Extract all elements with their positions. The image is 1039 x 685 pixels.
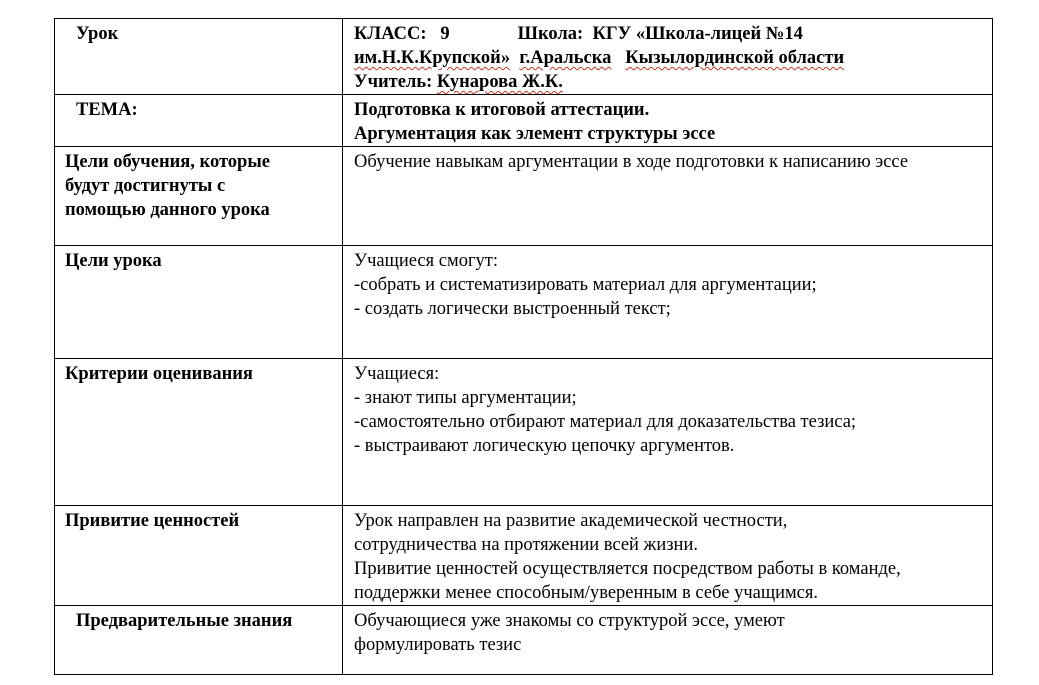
row-content-cell — [343, 246, 993, 359]
values-line-1: Урок направлен на развитие академической честности, — [354, 511, 788, 531]
row-label-topic: ТЕМА: — [76, 100, 138, 120]
teacher-name: Кунарова Ж.К. — [436, 72, 563, 92]
table-row — [55, 147, 993, 246]
criteria-line-4: - выстраивают логическую цепочку аргументов. — [354, 436, 735, 456]
lesson-goals-line-2: -собрать и систематизировать материал для аргументации; — [354, 275, 817, 295]
row-content-cell — [343, 147, 993, 246]
class-value: 9 — [440, 24, 450, 44]
school-address-line — [354, 46, 982, 70]
row-content-cell — [343, 606, 993, 675]
prior-knowledge-line-2: формулировать тезис — [354, 635, 522, 655]
criteria-line-2: - знают типы аргументации; — [354, 388, 577, 408]
school-value: КГУ «Школа-лицей №14 — [592, 24, 803, 44]
criteria-line-3: -самостоятельно отбирают материал для доказательства тезиса; — [354, 412, 857, 432]
row-label-values: Привитие ценностей — [65, 511, 240, 531]
row-label-lesson-goals: Цели урока — [65, 251, 162, 271]
row-content-cell — [343, 359, 993, 506]
topic-line-1: Подготовка к итоговой аттестации. — [354, 100, 650, 120]
teacher-label: Учитель: — [354, 72, 433, 92]
table-row — [55, 19, 993, 95]
row-content-cell — [343, 19, 993, 95]
row-label-cell — [55, 19, 343, 95]
teacher-line — [354, 70, 982, 94]
learning-goals-label-line-2: будут достигнуты с — [65, 176, 226, 196]
row-label-lesson: Урок — [76, 24, 119, 44]
row-label-criteria: Критерии оценивания — [65, 364, 253, 384]
row-label-cell — [55, 506, 343, 606]
values-line-3: Привитие ценностей осуществляется посредством работы в команде, — [354, 559, 901, 579]
row-label-cell — [55, 359, 343, 506]
class-label: КЛАСС: — [354, 24, 427, 44]
table-row — [55, 606, 993, 675]
row-label-cell — [55, 246, 343, 359]
learning-goals-label-line-3: помощью данного урока — [65, 200, 270, 220]
lesson-goals-line-1: Учащиеся смогут: — [354, 251, 499, 271]
learning-goals-text: Обучение навыкам аргументации в ходе подготовки к написанию эссе — [354, 152, 909, 172]
school-region: Кызылординской области — [625, 48, 845, 68]
values-line-4: поддержки менее способным/уверенным в себе учащимся. — [354, 583, 819, 603]
row-content-cell — [343, 506, 993, 606]
topic-line-2: Аргументация как элемент структуры эссе — [354, 124, 716, 144]
row-content-cell — [343, 95, 993, 147]
values-line-2: сотрудничества на протяжении всей жизни. — [354, 535, 698, 555]
class-school-line — [354, 22, 982, 46]
row-label-cell — [55, 606, 343, 675]
row-label-cell — [55, 147, 343, 246]
school-city: г.Аральска — [519, 48, 612, 68]
lesson-plan-table — [54, 18, 993, 675]
table-row — [55, 506, 993, 606]
row-label-cell — [55, 95, 343, 147]
prior-knowledge-line-1: Обучающиеся уже знакомы со структурой эссе, умеют — [354, 611, 785, 631]
table-row — [55, 246, 993, 359]
school-label: Школа: — [517, 24, 584, 44]
school-name: им.Н.К.Крупской» — [354, 48, 511, 68]
criteria-line-1: Учащиеся: — [354, 364, 440, 384]
row-label-prior-knowledge: Предварительные знания — [76, 611, 293, 631]
table-row — [55, 95, 993, 147]
table-row — [55, 359, 993, 506]
learning-goals-label-line-1: Цели обучения, которые — [65, 152, 270, 172]
lesson-goals-line-3: - создать логически выстроенный текст; — [354, 299, 671, 319]
